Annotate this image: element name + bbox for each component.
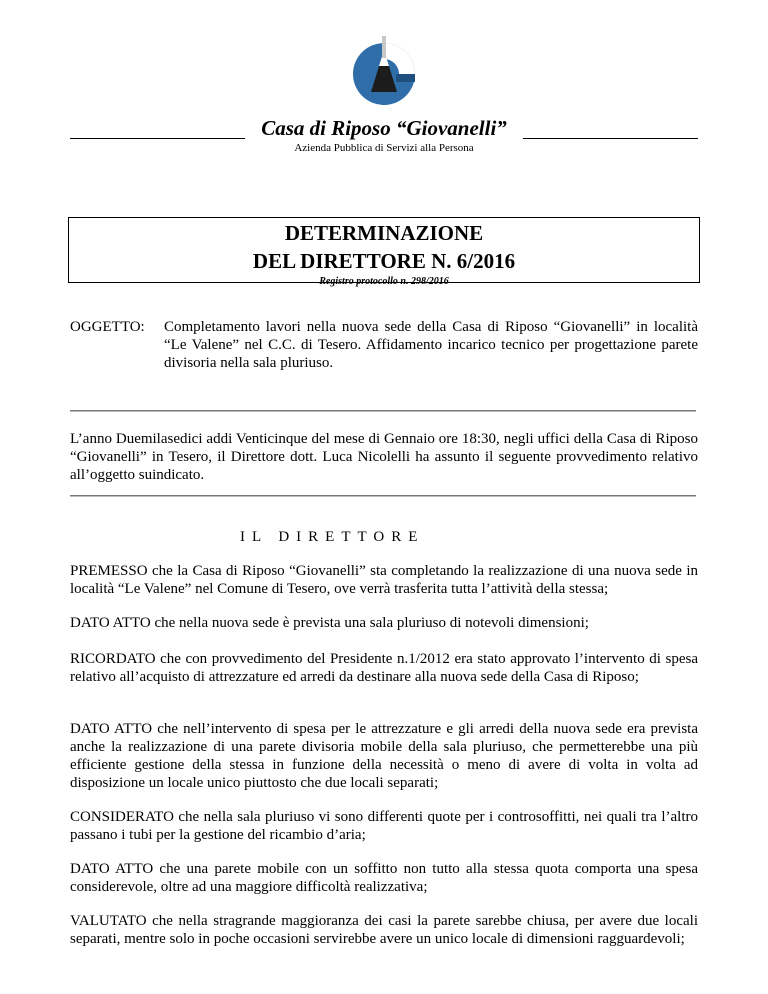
paragraph-premesso: PREMESSO che la Casa di Riposo “Giovanelli” sta completando la realizzazione di una nuova sede in località “Le Valene” nel Comune di Tesero, ove verrà trasferita tutta l’attività della stessa;	[70, 563, 698, 597]
determination-title-line2: DEL DIRETTORE N. 6/2016	[252, 249, 516, 273]
organization-header	[70, 114, 698, 142]
protocol-number: Registro protocollo n. 298/2016	[319, 276, 449, 287]
logo-bar	[396, 74, 415, 82]
divider-bottom	[70, 495, 696, 497]
determination-box	[68, 217, 700, 287]
section-heading: IL DIRETTORE	[240, 529, 425, 545]
organization-name: Casa di Riposo “Giovanelli”	[261, 116, 507, 140]
paragraph-dato-atto-3: DATO ATTO che una parete mobile con un soffitto non tutto alla stessa quota comporta una spesa considerevole, oltre ad una maggiore difficoltà realizzativa;	[70, 861, 698, 895]
logo-tower	[382, 36, 386, 58]
subject-section	[70, 318, 698, 372]
paragraph-valutato: VALUTATO che nella stragrande maggioranza dei casi la parete sarebbe chiusa, per avere due locali separati, mentre solo in poche occasioni servirebbe avere un unico locale di dimensioni ragguardevoli;	[70, 913, 698, 947]
paragraph-dato-atto-2: DATO ATTO che nell’intervento di spesa per le attrezzature e gli arredi della nuova sede era prevista anche la realizzazione di una parete divisoria mobile della sala pluriuso, che permetterebbe una più efficiente gestione della stessa in funzione della necessità o meno di avere di volta in volta ad disposizione un locale unico piuttosto che due locali separati;	[70, 721, 698, 791]
determination-title-line1: DETERMINAZIONE	[284, 221, 484, 245]
paragraph-ricordato: RICORDATO che con provvedimento del Presidente n.1/2012 era stato approvato l’intervento di spesa relativo all’acquisto di attrezzature ed arredi da destinare alla nuova sede della Casa di Riposo;	[70, 651, 698, 685]
subject-text: Completamento lavori nella nuova sede della Casa di Riposo “Giovanelli” in località “Le Valene” nel C.C. di Tesero. Affidamento incarico tecnico per progettazione parete divisoria nella sala pluriuso.	[164, 319, 698, 371]
organization-subtitle: Azienda Pubblica di Servizi alla Persona	[294, 142, 474, 154]
organization-logo	[347, 22, 421, 122]
paragraph-dato-atto-1: DATO ATTO che nella nuova sede è prevista una sala pluriuso di notevoli dimensioni;	[70, 615, 589, 631]
header-rule-right	[523, 138, 698, 139]
intro-paragraph: L’anno Duemilasedici addi Venticinque del mese di Gennaio ore 18:30, negli uffici della Casa di Riposo “Giovanelli” in Tesero, il Direttore dott. Luca Nicolelli ha assunto il seguente provvedimento relativo all’oggetto suindicato.	[70, 431, 698, 483]
divider-top	[70, 410, 696, 412]
subject-label: OGGETTO:	[70, 319, 145, 335]
paragraph-considerato: CONSIDERATO che nella sala pluriuso vi sono differenti quote per i controsoffitti, nei quali tra l’altro passano i tubi per la gestione del ricambio d’aria;	[70, 809, 698, 843]
